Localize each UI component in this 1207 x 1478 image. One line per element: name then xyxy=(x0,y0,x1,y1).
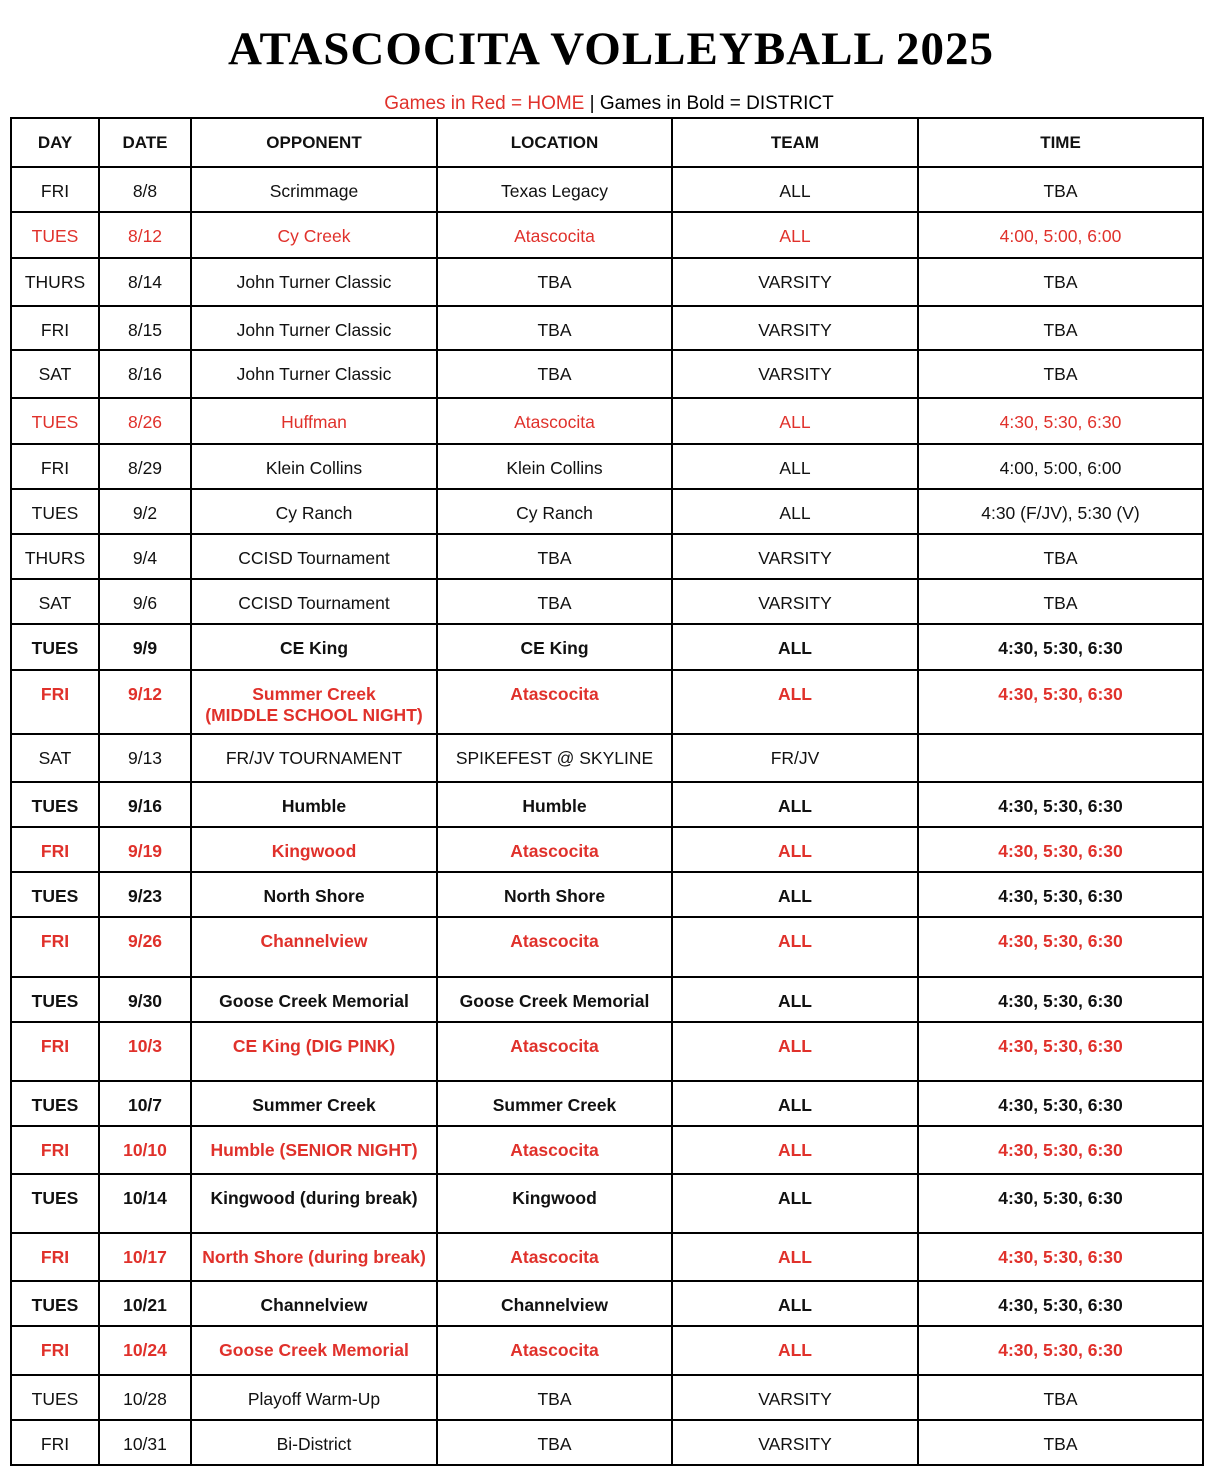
table-row xyxy=(11,444,1203,489)
cell-team: VARSITY xyxy=(672,1375,918,1420)
cell-location: Atascocita xyxy=(437,212,672,258)
header-row xyxy=(11,118,1203,167)
table-row xyxy=(11,258,1203,306)
cell-opponent: John Turner Classic xyxy=(191,350,437,398)
table-row xyxy=(11,624,1203,670)
cell-location: Atascocita xyxy=(437,398,672,444)
cell-team: ALL xyxy=(672,1126,918,1174)
cell-time xyxy=(918,734,1203,782)
cell-time: 4:30, 5:30, 6:30 xyxy=(918,1022,1203,1081)
cell-opponent: Summer Creek (MIDDLE SCHOOL NIGHT) xyxy=(191,670,437,734)
cell-day: TUES xyxy=(11,1081,99,1126)
cell-time: 4:30, 5:30, 6:30 xyxy=(918,670,1203,734)
cell-time: 4:30, 5:30, 6:30 xyxy=(918,977,1203,1022)
table-row xyxy=(11,350,1203,398)
table-row xyxy=(11,1281,1203,1326)
cell-opponent: Scrimmage xyxy=(191,167,437,212)
cell-location: Klein Collins xyxy=(437,444,672,489)
cell-team: ALL xyxy=(672,1326,918,1375)
cell-time: 4:30, 5:30, 6:30 xyxy=(918,1281,1203,1326)
cell-team: VARSITY xyxy=(672,579,918,624)
cell-time: TBA xyxy=(918,350,1203,398)
cell-team: ALL xyxy=(672,1281,918,1326)
cell-date: 10/31 xyxy=(99,1420,191,1465)
cell-location: Humble xyxy=(437,782,672,827)
cell-time: TBA xyxy=(918,258,1203,306)
cell-day: TUES xyxy=(11,977,99,1022)
cell-day: TUES xyxy=(11,398,99,444)
cell-location: CE King xyxy=(437,624,672,670)
cell-opponent: Huffman xyxy=(191,398,437,444)
cell-date: 9/12 xyxy=(99,670,191,734)
cell-date: 10/24 xyxy=(99,1326,191,1375)
table-row xyxy=(11,977,1203,1022)
cell-time: 4:30, 5:30, 6:30 xyxy=(918,782,1203,827)
cell-date: 9/16 xyxy=(99,782,191,827)
cell-time: 4:30, 5:30, 6:30 xyxy=(918,1126,1203,1174)
cell-date: 9/30 xyxy=(99,977,191,1022)
cell-date: 10/21 xyxy=(99,1281,191,1326)
cell-location: Atascocita xyxy=(437,1326,672,1375)
cell-day: FRI xyxy=(11,917,99,977)
cell-team: ALL xyxy=(672,670,918,734)
cell-time: 4:30, 5:30, 6:30 xyxy=(918,1233,1203,1281)
cell-location: Atascocita xyxy=(437,917,672,977)
cell-date: 8/12 xyxy=(99,212,191,258)
cell-opponent: Humble xyxy=(191,782,437,827)
cell-opponent: Bi-District xyxy=(191,1420,437,1465)
cell-location: Atascocita xyxy=(437,827,672,872)
table-row xyxy=(11,534,1203,579)
legend xyxy=(0,93,1207,115)
table-row xyxy=(11,1375,1203,1420)
col-header-team: TEAM xyxy=(672,118,918,167)
cell-time: 4:30, 5:30, 6:30 xyxy=(918,1326,1203,1375)
cell-time: 4:30 (F/JV), 5:30 (V) xyxy=(918,489,1203,534)
cell-date: 9/23 xyxy=(99,872,191,917)
cell-location: TBA xyxy=(437,1420,672,1465)
cell-day: THURS xyxy=(11,258,99,306)
cell-date: 9/9 xyxy=(99,624,191,670)
cell-time: 4:30, 5:30, 6:30 xyxy=(918,917,1203,977)
cell-date: 10/17 xyxy=(99,1233,191,1281)
table-row xyxy=(11,1126,1203,1174)
table-row xyxy=(11,306,1203,350)
cell-opponent: CCISD Tournament xyxy=(191,534,437,579)
cell-team: VARSITY xyxy=(672,306,918,350)
cell-date: 10/14 xyxy=(99,1174,191,1233)
cell-day: TUES xyxy=(11,212,99,258)
cell-location: Channelview xyxy=(437,1281,672,1326)
cell-day: SAT xyxy=(11,350,99,398)
cell-day: TUES xyxy=(11,1174,99,1233)
cell-opponent: Playoff Warm-Up xyxy=(191,1375,437,1420)
legend-home: Games in Red = HOME xyxy=(384,93,585,114)
cell-date: 9/6 xyxy=(99,579,191,624)
cell-team: ALL xyxy=(672,917,918,977)
cell-team: ALL xyxy=(672,827,918,872)
cell-day: FRI xyxy=(11,827,99,872)
cell-opponent: John Turner Classic xyxy=(191,306,437,350)
cell-location: TBA xyxy=(437,1375,672,1420)
cell-date: 10/28 xyxy=(99,1375,191,1420)
cell-team: FR/JV xyxy=(672,734,918,782)
cell-location: Atascocita xyxy=(437,1233,672,1281)
cell-team: ALL xyxy=(672,782,918,827)
cell-date: 8/26 xyxy=(99,398,191,444)
cell-team: VARSITY xyxy=(672,1420,918,1465)
cell-team: ALL xyxy=(672,212,918,258)
col-header-day: DAY xyxy=(11,118,99,167)
cell-team: ALL xyxy=(672,398,918,444)
cell-location: TBA xyxy=(437,579,672,624)
cell-team: ALL xyxy=(672,1022,918,1081)
cell-team: ALL xyxy=(672,624,918,670)
table-row xyxy=(11,782,1203,827)
cell-time: 4:30, 5:30, 6:30 xyxy=(918,872,1203,917)
cell-location: Atascocita xyxy=(437,1126,672,1174)
cell-day: TUES xyxy=(11,1375,99,1420)
cell-opponent: CE King xyxy=(191,624,437,670)
cell-day: FRI xyxy=(11,167,99,212)
cell-time: 4:00, 5:00, 6:00 xyxy=(918,212,1203,258)
cell-location: Atascocita xyxy=(437,670,672,734)
cell-team: VARSITY xyxy=(672,258,918,306)
cell-time: 4:30, 5:30, 6:30 xyxy=(918,827,1203,872)
cell-day: FRI xyxy=(11,670,99,734)
cell-time: 4:30, 5:30, 6:30 xyxy=(918,1174,1203,1233)
cell-team: ALL xyxy=(672,167,918,212)
cell-location: Kingwood xyxy=(437,1174,672,1233)
table-row xyxy=(11,827,1203,872)
col-header-date: DATE xyxy=(99,118,191,167)
cell-opponent: Klein Collins xyxy=(191,444,437,489)
cell-day: FRI xyxy=(11,1022,99,1081)
cell-location: SPIKEFEST @ SKYLINE xyxy=(437,734,672,782)
cell-day: FRI xyxy=(11,306,99,350)
cell-date: 9/13 xyxy=(99,734,191,782)
cell-date: 10/3 xyxy=(99,1022,191,1081)
cell-location: TBA xyxy=(437,258,672,306)
table-row xyxy=(11,1081,1203,1126)
cell-team: ALL xyxy=(672,489,918,534)
cell-date: 9/26 xyxy=(99,917,191,977)
cell-time: TBA xyxy=(918,306,1203,350)
schedule-table xyxy=(10,117,1204,1466)
cell-location: Atascocita xyxy=(437,1022,672,1081)
cell-date: 8/29 xyxy=(99,444,191,489)
cell-day: FRI xyxy=(11,1326,99,1375)
cell-location: TBA xyxy=(437,306,672,350)
cell-location: TBA xyxy=(437,534,672,579)
cell-day: TUES xyxy=(11,489,99,534)
table-row xyxy=(11,212,1203,258)
cell-day: TUES xyxy=(11,782,99,827)
cell-time: 4:00, 5:00, 6:00 xyxy=(918,444,1203,489)
cell-time: TBA xyxy=(918,1420,1203,1465)
cell-date: 10/7 xyxy=(99,1081,191,1126)
cell-time: TBA xyxy=(918,534,1203,579)
cell-opponent: CCISD Tournament xyxy=(191,579,437,624)
cell-opponent: Channelview xyxy=(191,917,437,977)
table-row xyxy=(11,1174,1203,1233)
cell-team: ALL xyxy=(672,1174,918,1233)
opponent-note: (MIDDLE SCHOOL NIGHT) xyxy=(205,705,423,725)
table-row xyxy=(11,917,1203,977)
cell-day: SAT xyxy=(11,734,99,782)
cell-date: 8/14 xyxy=(99,258,191,306)
cell-opponent: Goose Creek Memorial xyxy=(191,977,437,1022)
cell-time: TBA xyxy=(918,1375,1203,1420)
col-header-location: LOCATION xyxy=(437,118,672,167)
table-row xyxy=(11,1326,1203,1375)
cell-day: SAT xyxy=(11,579,99,624)
cell-team: ALL xyxy=(672,977,918,1022)
cell-time: TBA xyxy=(918,579,1203,624)
cell-opponent: Goose Creek Memorial xyxy=(191,1326,437,1375)
table-row xyxy=(11,579,1203,624)
cell-opponent: Channelview xyxy=(191,1281,437,1326)
table-row xyxy=(11,1420,1203,1465)
cell-date: 8/8 xyxy=(99,167,191,212)
cell-opponent: Cy Creek xyxy=(191,212,437,258)
cell-location: Goose Creek Memorial xyxy=(437,977,672,1022)
table-row xyxy=(11,398,1203,444)
cell-day: FRI xyxy=(11,444,99,489)
cell-time: 4:30, 5:30, 6:30 xyxy=(918,398,1203,444)
cell-time: 4:30, 5:30, 6:30 xyxy=(918,1081,1203,1126)
cell-opponent: John Turner Classic xyxy=(191,258,437,306)
cell-time: 4:30, 5:30, 6:30 xyxy=(918,624,1203,670)
cell-day: THURS xyxy=(11,534,99,579)
cell-date: 9/4 xyxy=(99,534,191,579)
cell-time: TBA xyxy=(918,167,1203,212)
cell-day: TUES xyxy=(11,1281,99,1326)
schedule-body xyxy=(11,167,1203,1465)
cell-location: Summer Creek xyxy=(437,1081,672,1126)
cell-opponent: FR/JV TOURNAMENT xyxy=(191,734,437,782)
table-row xyxy=(11,734,1203,782)
cell-day: FRI xyxy=(11,1126,99,1174)
table-row xyxy=(11,872,1203,917)
cell-day: FRI xyxy=(11,1420,99,1465)
table-row xyxy=(11,489,1203,534)
cell-date: 8/15 xyxy=(99,306,191,350)
cell-team: ALL xyxy=(672,1081,918,1126)
cell-location: TBA xyxy=(437,350,672,398)
table-row xyxy=(11,670,1203,734)
cell-opponent: North Shore xyxy=(191,872,437,917)
cell-team: ALL xyxy=(672,872,918,917)
cell-location: Texas Legacy xyxy=(437,167,672,212)
cell-location: North Shore xyxy=(437,872,672,917)
cell-location: Cy Ranch xyxy=(437,489,672,534)
cell-date: 9/19 xyxy=(99,827,191,872)
cell-day: TUES xyxy=(11,624,99,670)
table-row xyxy=(11,1022,1203,1081)
cell-date: 10/10 xyxy=(99,1126,191,1174)
cell-opponent: Kingwood xyxy=(191,827,437,872)
legend-separator: | xyxy=(584,93,600,114)
legend-district: Games in Bold = DISTRICT xyxy=(599,93,834,114)
cell-day: TUES xyxy=(11,872,99,917)
cell-opponent: Summer Creek xyxy=(191,1081,437,1126)
page-title: ATASCOCITA VOLLEYBALL 2025 xyxy=(228,23,994,75)
col-header-time: TIME xyxy=(918,118,1203,167)
cell-team: VARSITY xyxy=(672,350,918,398)
cell-opponent: Kingwood (during break) xyxy=(191,1174,437,1233)
cell-team: ALL xyxy=(672,444,918,489)
table-row xyxy=(11,1233,1203,1281)
cell-team: VARSITY xyxy=(672,534,918,579)
col-header-opponent: OPPONENT xyxy=(191,118,437,167)
cell-opponent: CE King (DIG PINK) xyxy=(191,1022,437,1081)
cell-team: ALL xyxy=(672,1233,918,1281)
cell-day: FRI xyxy=(11,1233,99,1281)
cell-opponent: Humble (SENIOR NIGHT) xyxy=(191,1126,437,1174)
cell-date: 9/2 xyxy=(99,489,191,534)
table-row xyxy=(11,167,1203,212)
cell-opponent: Cy Ranch xyxy=(191,489,437,534)
cell-date: 8/16 xyxy=(99,350,191,398)
cell-opponent: North Shore (during break) xyxy=(191,1233,437,1281)
